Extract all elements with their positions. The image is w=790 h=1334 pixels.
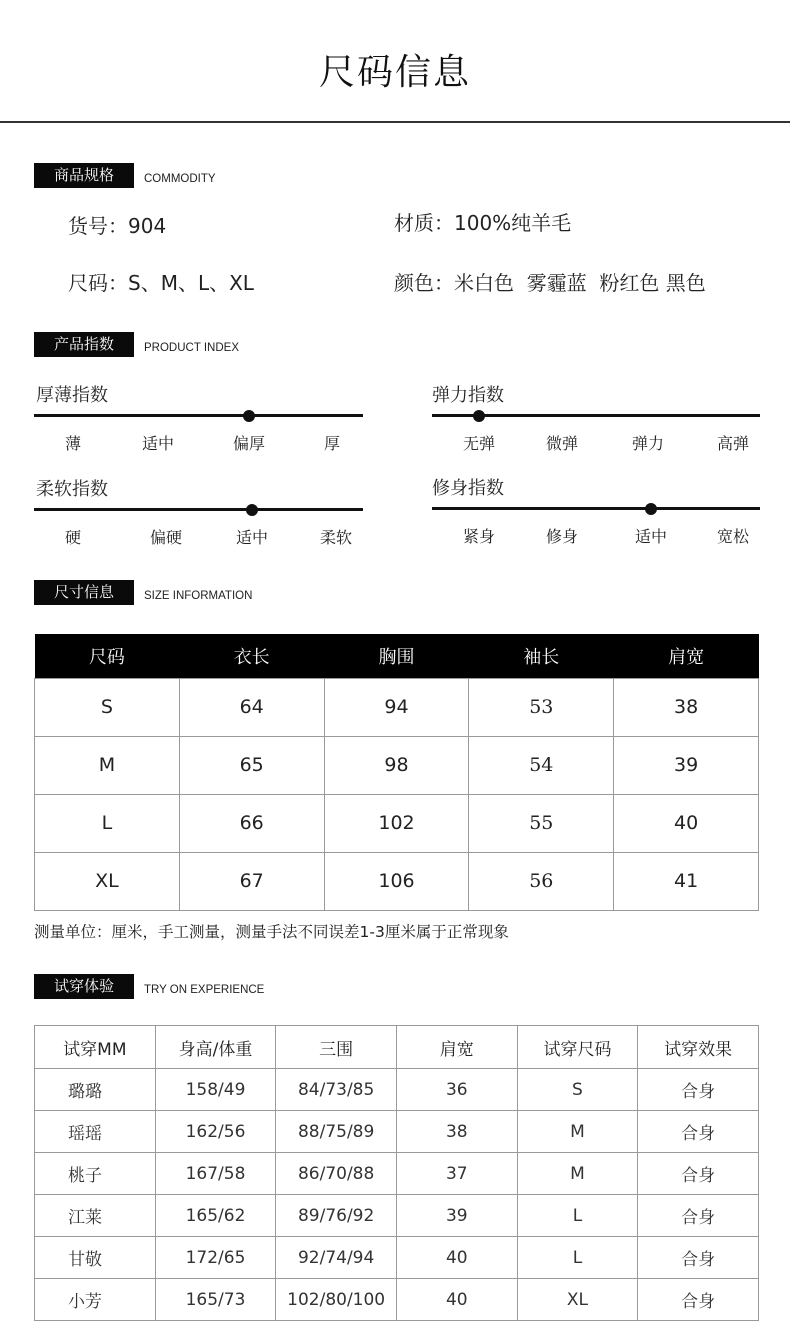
table-row [35,1279,759,1321]
size-table-cell: 54 [469,736,614,794]
table-row [35,1069,759,1111]
table-row [35,1111,759,1153]
index-label: 高弹 [716,434,749,453]
index-scale-line [34,508,363,511]
try-on-cell: 合身 [638,1237,759,1279]
try-on-cell: 36 [396,1069,517,1111]
try-on-cell: S [517,1069,638,1111]
measurement-note: 测量单位：厘米，手工测量，测量手法不同误差1-3厘米属于正常现象 [34,923,509,941]
index-label: 偏硬 [149,528,182,547]
size-table-cell: 102 [324,794,469,852]
table-row [35,794,759,852]
index-title: 修身指数 [432,478,504,499]
size-table [34,634,759,911]
index-label: 适中 [634,527,667,546]
index-label: 厚 [323,434,340,453]
size-table-cell: 98 [324,736,469,794]
index-label: 微弹 [545,434,578,453]
try-on-cell: 89/76/92 [276,1195,397,1237]
index-label: 宽松 [716,527,749,546]
section-header-size-info [34,580,252,605]
size-table-header-cell: 尺码 [35,634,180,678]
section-tag-try-on: 试穿体验 [34,974,134,999]
size-table-cell: L [35,794,180,852]
size-table-cell: 65 [179,736,324,794]
try-on-cell: L [517,1195,638,1237]
index-title: 厚薄指数 [36,385,108,406]
size-table-cell: M [35,736,180,794]
table-row [35,1237,759,1279]
size-table-cell: 39 [614,736,759,794]
material: 材质：100%纯羊毛 [394,211,572,235]
section-tag-size-info: 尺寸信息 [34,580,134,605]
section-header-product-index [34,332,239,357]
size-table-cell: S [35,678,180,736]
size-table-cell: 38 [614,678,759,736]
try-on-cell: 165/73 [155,1279,276,1321]
try-on-cell: 167/58 [155,1153,276,1195]
try-on-cell: 甘敬 [35,1237,156,1279]
try-on-cell: 40 [396,1279,517,1321]
try-on-cell: 102/80/100 [276,1279,397,1321]
index-label: 柔软 [319,528,352,547]
try-on-cell: 合身 [638,1195,759,1237]
table-row [35,1153,759,1195]
index-label: 适中 [141,434,174,453]
index-title: 弹力指数 [432,385,504,406]
try-on-cell: 37 [396,1153,517,1195]
try-on-cell: 172/65 [155,1237,276,1279]
try-on-header-cell: 试穿效果 [638,1026,759,1069]
try-on-cell: 合身 [638,1153,759,1195]
try-on-cell: 小芳 [35,1279,156,1321]
size-table-cell: 106 [324,852,469,910]
try-on-cell: 39 [396,1195,517,1237]
sizes: 尺码：S、M、L、XL [68,271,254,295]
try-on-cell: XL [517,1279,638,1321]
try-on-cell: 合身 [638,1111,759,1153]
title-divider [0,121,790,123]
size-table-cell: 55 [469,794,614,852]
page-title: 尺码信息 [318,52,471,93]
table-row [35,1195,759,1237]
section-subtitle-product-index: PRODUCT INDEX [144,341,239,354]
try-on-cell: 璐璐 [35,1069,156,1111]
index-label: 薄 [64,434,81,453]
try-on-cell: 92/74/94 [276,1237,397,1279]
try-on-cell: 38 [396,1111,517,1153]
index-scale-line [432,507,760,510]
try-on-cell: 158/49 [155,1069,276,1111]
try-on-cell: 40 [396,1237,517,1279]
try-on-header-cell: 肩宽 [396,1026,517,1069]
try-on-cell: 86/70/88 [276,1153,397,1195]
size-table-cell: 67 [179,852,324,910]
section-tag-commodity: 商品规格 [34,163,134,188]
size-table-cell: 64 [179,678,324,736]
section-subtitle-size-info: SIZE INFORMATION [144,589,253,602]
try-on-cell: 桃子 [35,1153,156,1195]
section-subtitle-commodity: COMMODITY [144,172,216,185]
index-marker [246,504,258,516]
size-table-cell: XL [35,852,180,910]
section-header-commodity [34,163,216,188]
size-table-header-cell: 肩宽 [614,634,759,678]
index-label: 紧身 [462,527,495,546]
colors: 颜色：米白色 雾霾蓝 粉红色 黑色 [394,271,706,295]
index-label: 弹力 [631,434,664,453]
try-on-cell: 瑶瑶 [35,1111,156,1153]
index-scale-line [34,414,363,417]
try-on-cell: 合身 [638,1069,759,1111]
try-on-cell: M [517,1153,638,1195]
index-title: 柔软指数 [36,479,108,500]
size-table-cell: 56 [469,852,614,910]
table-row [35,736,759,794]
try-on-table-header [35,1026,759,1069]
size-table-header-cell: 袖长 [469,634,614,678]
size-table-header-cell: 衣长 [179,634,324,678]
try-on-header-cell: 试穿尺码 [517,1026,638,1069]
try-on-cell: L [517,1237,638,1279]
table-row [35,852,759,910]
section-subtitle-try-on: TRY ON EXPERIENCE [144,983,265,996]
index-label: 适中 [235,528,268,547]
try-on-cell: 江莱 [35,1195,156,1237]
item-number: 货号：904 [68,214,167,238]
try-on-cell: 88/75/89 [276,1111,397,1153]
try-on-header-cell: 试穿MM [35,1026,156,1069]
try-on-header-cell: 三围 [276,1026,397,1069]
try-on-cell: M [517,1111,638,1153]
index-marker [645,503,657,515]
size-table-cell: 53 [469,678,614,736]
size-table-cell: 66 [179,794,324,852]
index-label: 硬 [64,528,81,547]
index-label: 无弹 [462,434,495,453]
size-table-cell: 94 [324,678,469,736]
try-on-table [34,1025,759,1321]
try-on-header-cell: 身高/体重 [155,1026,276,1069]
size-table-header [35,634,759,678]
try-on-cell: 162/56 [155,1111,276,1153]
index-marker [473,410,485,422]
try-on-cell: 165/62 [155,1195,276,1237]
index-marker [243,410,255,422]
try-on-cell: 84/73/85 [276,1069,397,1111]
size-table-cell: 41 [614,852,759,910]
section-tag-product-index: 产品指数 [34,332,134,357]
try-on-cell: 合身 [638,1279,759,1321]
index-label: 偏厚 [232,434,265,453]
index-label: 修身 [545,527,578,546]
size-table-cell: 40 [614,794,759,852]
size-table-header-cell: 胸围 [324,634,469,678]
section-header-try-on [34,974,264,999]
table-row [35,678,759,736]
